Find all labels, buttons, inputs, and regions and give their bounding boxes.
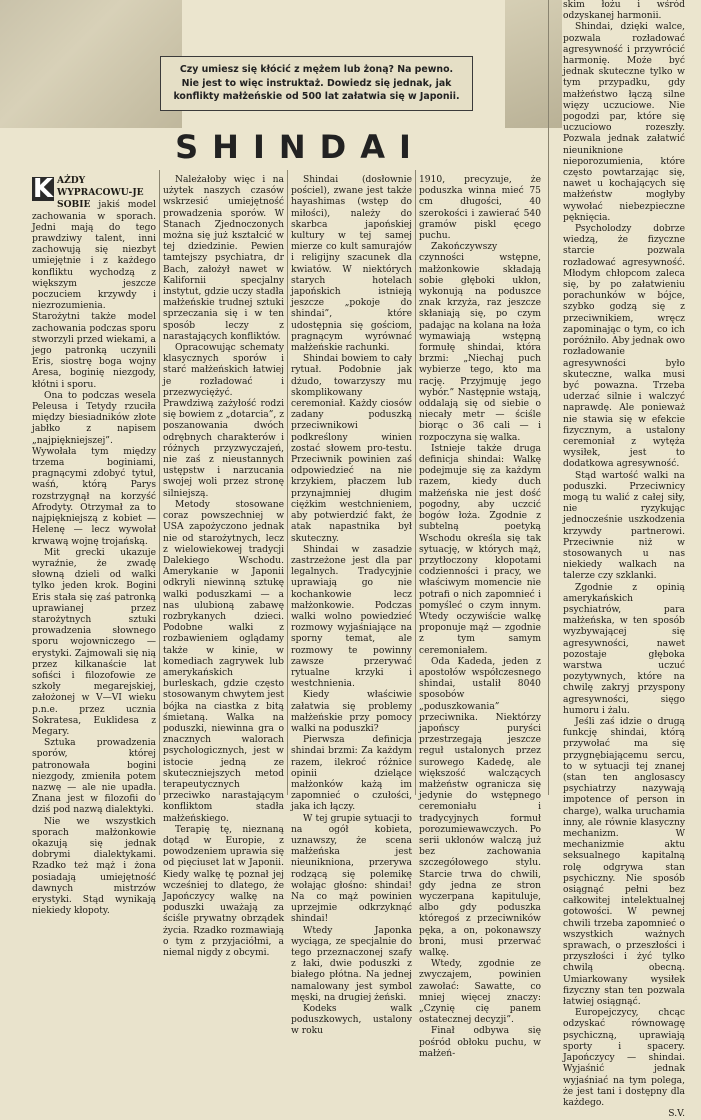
paragraph: Opracowując schematy klasycznych sporów i starć małżeńskich łatwiej je rozładować i przezwyciężyć. Prawdziwą zażyłość rodzi się bowiem z „dotarcia”, z poszanowania dwóch odrębnych charakterów i różnych przyzwyczajeń, nie zaś z nieustannych ustępstw i narzucania swojej woli przez stronę silniejszą. [163,343,284,499]
column-divider [415,170,416,795]
author-signature: S.V. [668,1109,685,1120]
paragraph: 1910, precyzuje, że poduszka winna mieć 75 cm długości, 40 szerokości i zawierać 540 gramów piskl ęcego puchu. [419,175,541,242]
lede-text: AŻDY WYPRACOWU-JE SOBIE [57,175,144,211]
paragraph: Zakończywszy czynności wstępne, małżonkowie składają sobie głęboki ukłon, wykonują na poduszce znak krzyża, raz jeszcze skłaniają się, po czym padając na kolana na łoża wymawiają wstępną formułę shindai, która brzmi: „Niechaj puch wybierze tego, kto ma rację. Przyjmuję jego wybór.” Następnie wstają, oddalają się od siebie o niecały metr — ściśle biorąc o 36 cali — i rozpoczyna się walka. [419,242,541,443]
paragraph: Kodeks walk poduszkowych, ustalony w roku [291,1004,412,1037]
paragraph: Zgodnie z opinią amerykańskich psychiatrów, para małżeńska, w ten sposób wyzbywającej się agresywności, nawet pozostaje głęboka warstwa uczuć pozytywnych, które na chwilę zakryj przyspony agresywności, sięgo humoru i żalu. [563,582,685,716]
header-photo-left [0,0,182,128]
intro-box [160,56,473,111]
paragraph: Mit grecki ukazuje wyraźnie, że zwadę słowną dzieli od walki tylko jeden krok. Bogini Eris stała się zaś patronką uprawianej przez starożytnych sztuki prowadzenia słownego sporu wojowniczego — erystyki. Zajmowali się nią przez kilkanaście lat sofiści i filozofowie ze szkoły megarejskiej, założonej w V—VI wieku p.n.e. przez ucznia Sokratesa, Euklidesa z Megary. [32,547,156,737]
paragraph: Oda Kadeda, jeden z apostołów współczesnego shindai, ustalił 8040 sposobów „poduszkowania” przeciwnika. Niektórzy japońscy puryści przestrzegają jeszcze reguł ustalonych przez surowego Kadedę, ale większość walczących małżeństw ogranicza się jedynie do wstępnego ceremoniału i tradycyjnych formuł porozumiewawczych. Po serii ukłonów walczą już bez zachowania szczegółowego stylu. Starcie trwa do chwili, gdy jedna ze stron wyczerpana kapituluje, albo gdy poduszka któregoś z przeciwników pęka, a on, pokonawszy broni, musi przerwać walkę. [419,656,541,959]
article-column-3 [291,175,412,1037]
article-column-2 [163,175,285,959]
paragraph: Istnieje także druga definicja shindai: Walkę podejmuje się za każdym razem, kiedy duch małżeńska nie jest dość pogodny, aby uczcić bogów łoża. Zgodnie z subtelną poetyką Wschodu określa się tak sytuację, w których mąż, przytłoczony kłopotami codzienności i pracy, we właściwym momencie nie potrafi o nich zapomnieć i pomyśleć o czym innym. Wtedy oczywiście walkę proponuje mąż — zgodnie z tym samym ceremoniałem. [419,443,541,656]
column-divider [548,0,549,795]
paragraph: Wtedy, zgodnie ze zwyczajem, powinien zawołać: Sawatte, co mniej więcej znaczy: „Czynię cię panem ostatecznej decyzji”. [419,959,541,1026]
paragraph: Finał odbywa się pośród obłoku puchu, w małżeń- [419,1026,541,1059]
paragraph: Należałoby więc i na użytek naszych czasów wskrzesić umiejętność prowadzenia sporów. W Stanach Zjednoczonych można się już kształcić w tej dziedzinie. Pewien tamtejszy psychiatra, dr Bach, założył nawet w Kalifornii specjalny instytut, gdzie uczy stadła małżeńskie trudnej sztuki sprzeczania się i w ten sposób leczy z narastających konfliktów. [163,175,284,342]
paragraph: Jeśli zaś idzie o drugą funkcję shindai, którą przywołać ma się przygnębiającemu sercu, to w sytuacji tej znanej (stan ten anglosascy psychiatrzy nazywają impotence of person in charge), walka uruchamia inny, ale równie klasyczny mechanizm. W mechanizmie aktu seksualnego kapitalną rolę odgrywa stan psychiczny. Nie sposób osiągnąć pełni bez całkowitej intelektualnej gotowości. W pewnej chwili trzeba zapomnieć o wszystkich ważnych sprawach, o przeszłości i przyszłości i żyć tylko chwilą obecną. Umiarkowany wysiłek fizyczny stan ten pozwala łatwiej osiągnąć. [563,717,685,1008]
paragraph: Shindai bowiem to cały rytuał. Podobnie jak dżudo, towarzyszy mu skomplikowany ceremoniał. Każdy ciosów zadany poduszką przeciwnikowi podkreślony winien zostać słowem pro-testu. Przeciwnik powinien zaś odpowiedzieć na nie krzykiem, płaczem lub przynajmniej długim ciężkim westchnieniem, aby potwierdzić fakt, że atak napastnika był skuteczny. [291,354,412,544]
intro-line-1: Czy umiesz się kłócić z mężem lub żoną? Na pewno. [179,64,454,75]
paragraph: Nie we wszystkich sporach małżonkowie okazują się jednak dobrymi dialektykami. Rzadko też mąż i żona posiadają umiejętność dawnych mistrzów erystyki. Stąd wynikają niekiedy kłopoty. [32,816,156,917]
column-divider [159,170,160,795]
paragraph: skim łożu i wśród odzyskanej harmonii. [563,0,685,22]
paragraph: Sztuka prowadzenia sporów, której patronowała bogini niezgody, zmieniła potem nazwę — ale nie upadła. Znana jest w filozofii do dziś pod nazwą dialektyki. [32,738,156,816]
paragraph: Ona to podczas wesela Peleusa i Tetydy rzuciła między biesiadników złote jabłko z napisem „najpiękniejszej”. Wywołała tym między trzema boginiami, pragnącymi zdobyć tytuł, waśń, którą Parys rozstrzygnął na korzyść Afrodyty. Otrzymał za to najpiękniejszą z kobiet — Helenę — lecz wywołał krwawą wojnę trojańską. [32,390,156,547]
article-title: SHINDAI [175,128,425,166]
paragraph: Pierwsza definicja shindai brzmi: Za każdym razem, ilekroć różnice opinii dzielące małżonków każą im zapomnieć o czułości, jaka ich łączy. [291,735,412,813]
paragraph: jakiś model zachowania w sporach. Jedni mają do tego prawdziwy talent, inni zachowują się niezbyt umiejętnie i z każdego konfliktu wychodzą z większym jeszcze poczuciem krzywdy i niezrozumienia. Starożytni także model zachowania podczas sporu stworzyli przed wiekami, a jego patronką uczynili Eris, siostrę boga wojny Aresa, boginię niezgody, kłótni i sporu. [32,200,156,390]
article-column-5 [563,0,685,1120]
article-column-1 [32,174,156,917]
paragraph: Stąd wartość walki na poduszki. Przeciwnicy mogą tu walić z całej siły, nie ryzykując jednocześnie uszkodzenia krzywdy partnerowi. Przeciwnie niż w stosowanych u nas niekiedy walkach na talerze czy szklanki. [563,470,685,582]
lede-paragraph [32,175,156,391]
paragraph: Metody stosowane coraz powszechniej w USA zapożyczono jednak nie od starożytnych, lecz z wielowiekowej tradycji Dalekiego Wschodu. Amerykanie w Japonii odkryli niewinną sztukę walki poduszkami — a nas ulubioną zabawę rozbrykanych dzieci. Podobne walki z rozbawieniem oglądamy także w kinie, w komediach zagrywek lub amerykańskich burleskach, gdzie często stosowanym chwytem jest bójka na ciastka z bitą śmietaną. Walka na poduszki, niewinna gra o znacznych walorach psychologicznych, jest w istocie jedną ze skuteczniejszych metod terapeutycznych przeciwko narastającym konfliktom stadła małżeńskiego. [163,499,285,824]
paragraph: Shindai (dosłownie pościel), zwane jest także hayashimas (wstęp do miłości), należy do skarbca japońskiej kultury w tej samej mierze co kult samurajów i religijny szacunek dla kwiatów. W niektórych starych hotelach japońskich istnieją jeszcze „pokoje do shindai”, które udostępnia się gościom, pragnącym wyrównać małżeńskie rachunki. [291,175,412,354]
intro-line-3: konflikty małżeńskie od 500 lat załatwia się w Japonii. [173,91,460,102]
paragraph: Psycholodzy dobrze wiedzą, że fizyczne starcie pozwala rozładować agresywność. Młodym chłopcom zaleca się, by po załatwieniu porachunków w bójce, szybko godzą się z przeciwnikiem, wręcz zapominając o tym, co ich poróżniło. Aby jednak owo rozładowanie agresywności było skuteczne, walka musi być powazna. Trzeba uderzać silnie i walczyć naprawdę. Ale ponieważ nie stawia się w efekcie fizycznym, a ustalony ceremoniał z wytęża wysiłek, jest to dodatkowa agresywność. [563,224,685,470]
paragraph: W tej grupie sytuacji to na ogół kobieta, uznawszy, że scena małżeńska jest nieunikniona, przerywa rodzącą się polemikę wołając głośno: shindai! Na co mąż powinien uprzejmie odkrzyknąć shindai! [291,813,412,925]
paragraph: Shindai, dzięki walce, pozwala rozładować agresywność i przywrócić harmonię. Może być jednak skuteczne tylko w tym przypadku, gdy małżeństwo łączą silne więzy uczuciowe. Nie pogodzi par, które się uczuciowo rozeszły. Pozwala jednak załatwić nieuniknione nieporozumienia, które często powtarzając się, nawet u kochających się małżeństw mogłyby wywołać niebezpieczne pęknięcia. [563,22,685,223]
paragraph: Terapię tę, nieznaną dotąd w Europie, z powodzeniem uprawia się od pięciuset lat w Japonii. Kiedy walkę tę poznał jej wcześniej to dlatego, że Japończycy walkę na poduszki uważają za ściśle prywatny obrządek życia. Rzadko rozmawiają o tym z przyjaciółmi, a niemal nigdy z obcymi. [163,824,284,959]
article-column-4 [419,175,541,1059]
paragraph: Europejczycy, chcąc odzyskać równowagę psychiczną, uprawiają sporty i spacery. Japończycy — shindai. Wyjaśnić jednak wyjaśniać na tym polega, że jest tani i dostępny dla każdego. [563,1008,685,1108]
intro-line-2: Nie jest to więc instruktaż. Dowiedz się jednak, jak [181,77,452,89]
paragraph: Wtedy Japonka wyciąga, ze specjalnie do tego przeznaczonej szafy z łaki, dwie poduszki z białego płótna. Na jednej namalowany jest symbol męski, na drugiej żeński. [291,925,412,1003]
drop-cap: K [32,174,54,204]
column-divider [287,170,288,795]
paragraph: Kiedy właściwie załatwia się problemy małżeńskie przy pomocy walki na poduszki? [291,690,412,734]
paragraph: Shindai w zasadzie zastrzeżone jest dla par legalnych. Tradycyjnie uprawiają go nie kochankowie lecz małżonkowie. Podczas walki wolno powiedzieć rozmowy wyjaśniające na sporny temat, ale rozmowy te powinny zawsze przerywać rytualne krzyki i westchnienia. [291,544,412,690]
header-photo-right [505,0,562,128]
